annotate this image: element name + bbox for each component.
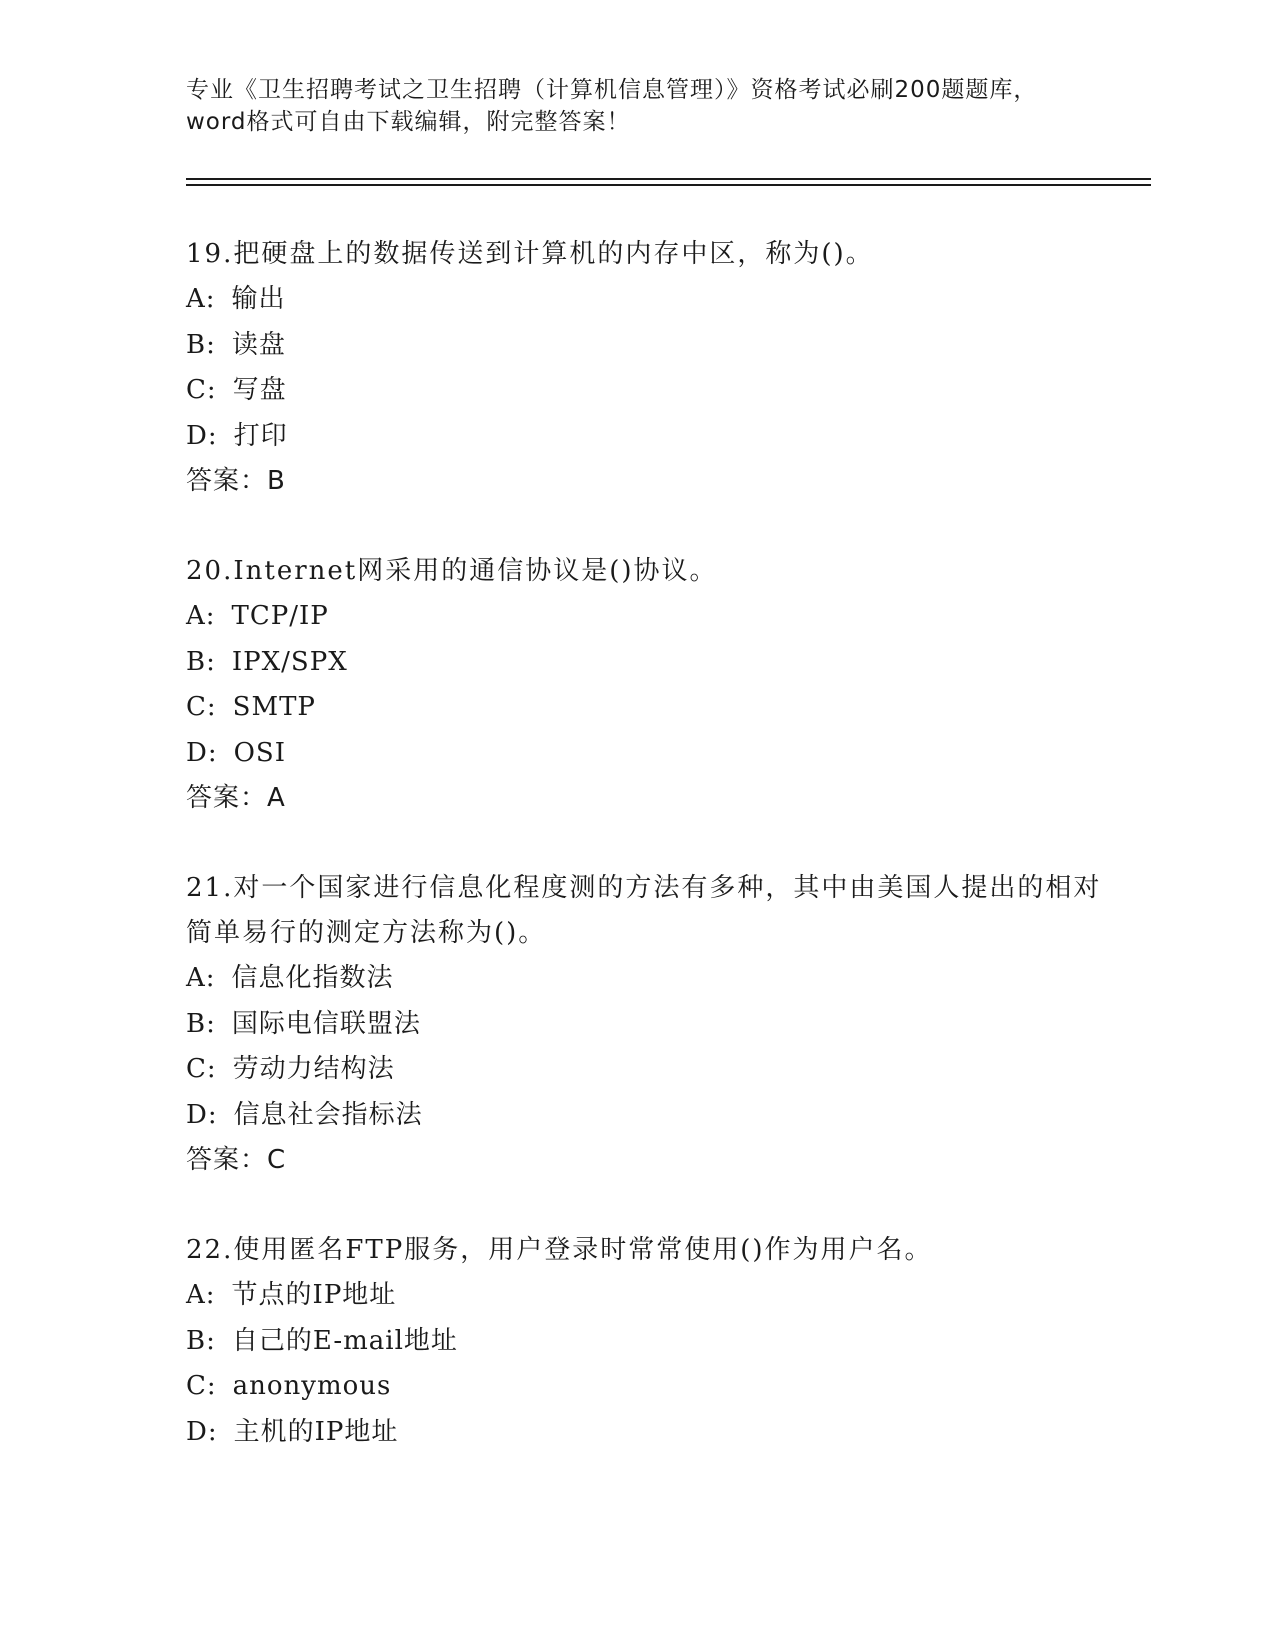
option-letter: D: (186, 1099, 218, 1130)
option-d (186, 1093, 1106, 1139)
option-text: 信息社会指标法 (233, 1099, 423, 1130)
option-text: TCP/IP (231, 601, 329, 631)
option-letter: D: (186, 420, 218, 451)
option-text: 写盘 (232, 375, 287, 405)
option-c (186, 685, 1106, 731)
option-text: IPX/SPX (231, 646, 348, 677)
option-text: anonymous (232, 1371, 392, 1401)
question-20 (186, 549, 1106, 821)
question-stem: 21.对一个国家进行信息化程度测的方法有多种，其中由美国人提出的相对简单易行的测定方法称为()。 (186, 873, 1102, 948)
option-letter: C: (186, 692, 217, 722)
option-text: OSI (233, 737, 287, 768)
option-a (186, 594, 1106, 640)
option-letter: A: (186, 284, 216, 314)
answer-line: 答案：A (186, 783, 286, 813)
option-b (186, 1002, 1106, 1048)
option-letter: B: (186, 1008, 216, 1039)
option-letter: C: (186, 1371, 217, 1401)
option-text: 节点的IP地址 (231, 1280, 397, 1310)
option-c (186, 1047, 1106, 1093)
option-text: 国际电信联盟法 (231, 1008, 421, 1039)
answer-line: 答案：C (186, 1145, 287, 1175)
option-letter: A: (186, 963, 216, 993)
option-b (186, 1319, 1106, 1365)
header-line-1: 专业《卫生招聘考试之卫生招聘（计算机信息管理）》资格考试必刷200题题库， (186, 77, 1038, 103)
option-text: SMTP (232, 692, 316, 722)
option-letter: C: (186, 1054, 217, 1084)
option-a (186, 1273, 1106, 1319)
answer-line: 答案：B (186, 466, 286, 496)
option-a (186, 277, 1106, 323)
option-text: 打印 (233, 420, 288, 451)
option-letter: C: (186, 375, 217, 405)
option-d (186, 1410, 1106, 1456)
option-letter: A: (186, 1280, 216, 1310)
document-header (186, 74, 1086, 138)
option-letter: B: (186, 329, 216, 360)
option-b (186, 323, 1106, 369)
question-22 (186, 1228, 1106, 1455)
option-text: 劳动力结构法 (232, 1054, 395, 1084)
option-text: 主机的IP地址 (233, 1416, 399, 1447)
option-letter: B: (186, 1325, 216, 1356)
option-letter: D: (186, 737, 218, 768)
option-c (186, 1364, 1106, 1410)
header-line-2: word格式可自由下载编辑，附完整答案！ (186, 109, 631, 135)
option-a (186, 956, 1106, 1002)
question-stem: 20.Internet网采用的通信协议是()协议。 (186, 556, 718, 586)
question-19 (186, 232, 1106, 504)
option-letter: A: (186, 601, 216, 631)
question-list (186, 232, 1106, 1500)
option-text: 输出 (231, 284, 286, 314)
option-letter: B: (186, 646, 216, 677)
option-d (186, 731, 1106, 777)
question-stem: 19.把硬盘上的数据传送到计算机的内存中区，称为()。 (186, 239, 874, 269)
option-text: 读盘 (231, 329, 286, 360)
option-c (186, 368, 1106, 414)
option-letter: D: (186, 1416, 218, 1447)
header-divider-bottom (186, 184, 1151, 186)
option-text: 信息化指数法 (231, 963, 394, 993)
option-d (186, 414, 1106, 460)
question-stem: 22.使用匿名FTP服务，用户登录时常常使用()作为用户名。 (186, 1235, 933, 1265)
option-b (186, 640, 1106, 686)
option-text: 自己的E-mail地址 (231, 1325, 458, 1356)
header-divider-top (186, 178, 1151, 180)
question-21 (186, 866, 1106, 1183)
